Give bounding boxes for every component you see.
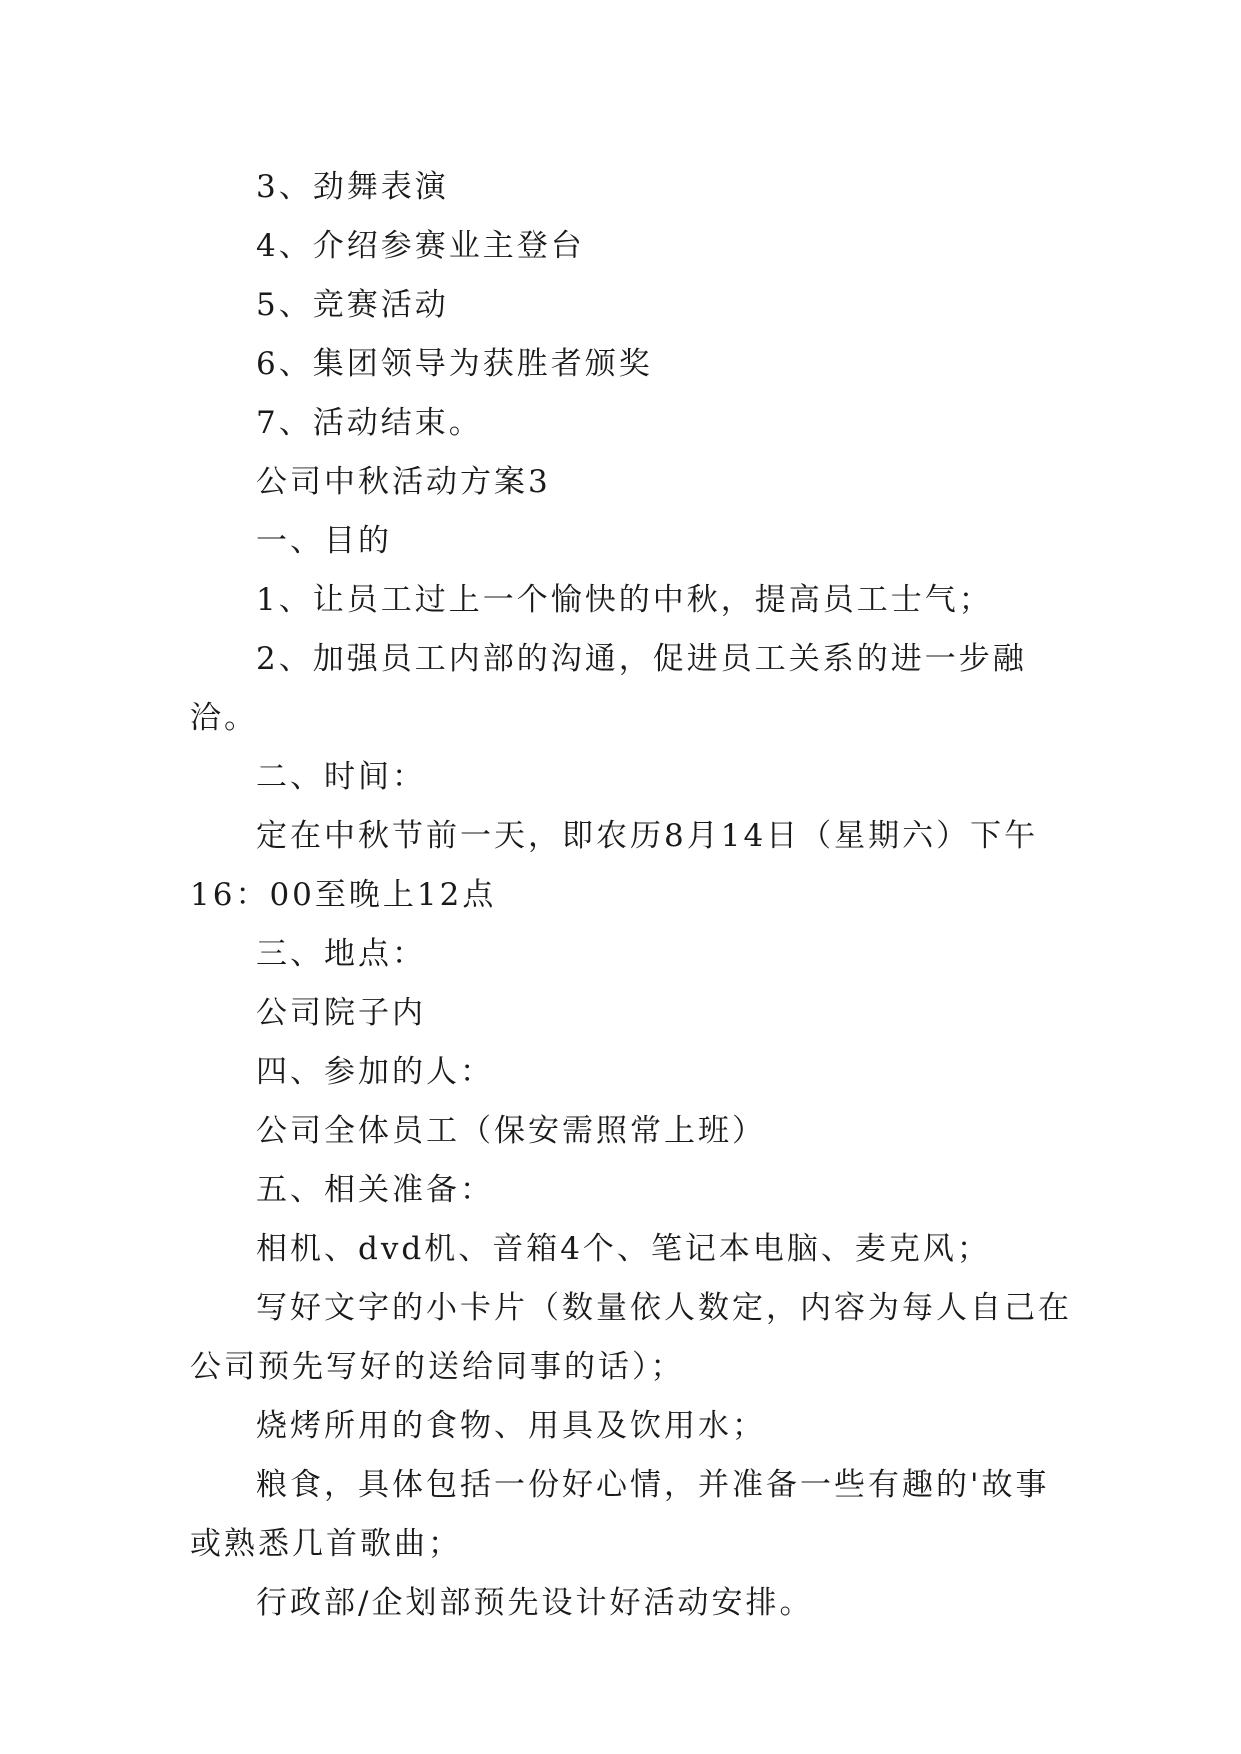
paragraph: 烧烤所用的食物、用具及饮用水；	[256, 1408, 766, 1444]
document-body	[190, 158, 1080, 1633]
section-title: 公司中秋活动方案3	[256, 464, 551, 500]
section-heading: 三、地点：	[256, 936, 426, 972]
paragraph: 公司全体员工（保安需照常上班）	[256, 1113, 766, 1149]
paragraph: 6、集团领导为获胜者颁奖	[256, 346, 653, 382]
paragraph: 5、竞赛活动	[256, 287, 449, 323]
section-heading: 一、目的	[256, 523, 392, 559]
paragraph: 公司院子内	[256, 995, 426, 1031]
paragraph: 1、让员工过上一个愉快的中秋，提高员工士气；	[256, 582, 993, 618]
section-heading: 四、参加的人：	[256, 1054, 494, 1090]
paragraph: 粮食，具体包括一份好心情，并准备一些有趣的'故事或熟悉几首歌曲；	[190, 1467, 1050, 1562]
paragraph: 相机、dvd机、音箱4个、笔记本电脑、麦克风；	[256, 1231, 991, 1267]
paragraph: 7、活动结束。	[256, 405, 483, 441]
section-heading: 二、时间：	[256, 759, 426, 795]
paragraph: 2、加强员工内部的沟通，促进员工关系的进一步融洽。	[190, 641, 1027, 736]
paragraph: 3、劲舞表演	[256, 169, 449, 205]
paragraph: 写好文字的小卡片（数量依人数定，内容为每人自己在公司预先写好的送给同事的话）；	[190, 1290, 1072, 1385]
section-heading: 五、相关准备：	[256, 1172, 494, 1208]
paragraph: 行政部/企划部预先设计好活动安排。	[256, 1585, 814, 1621]
paragraph: 定在中秋节前一天，即农历8月14日（星期六）下午16：00至晚上12点	[190, 818, 1039, 913]
paragraph: 4、介绍参赛业主登台	[256, 228, 585, 264]
